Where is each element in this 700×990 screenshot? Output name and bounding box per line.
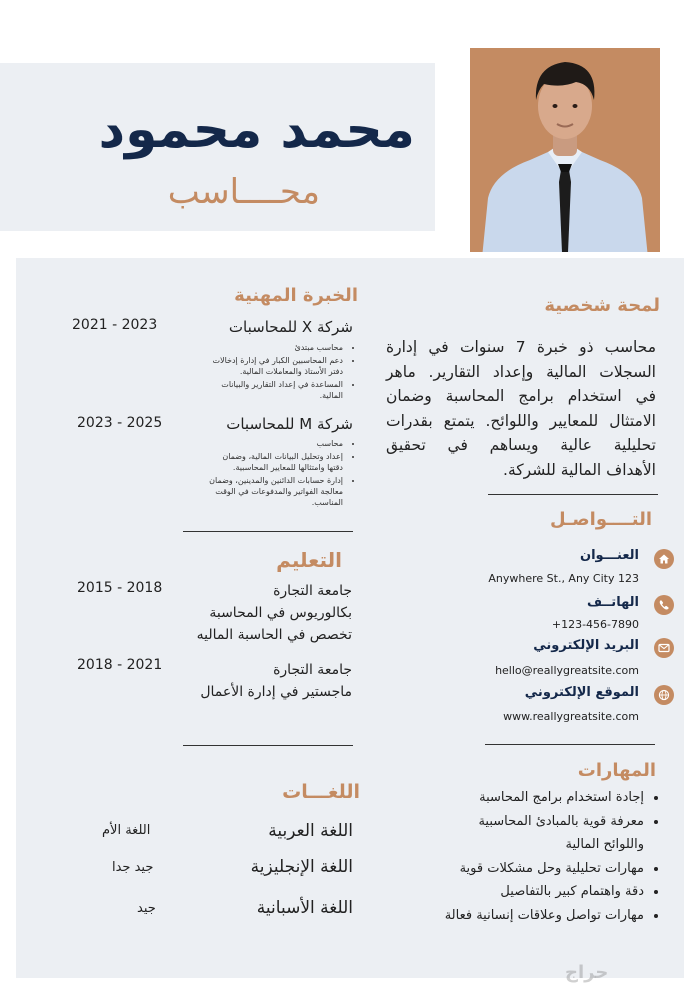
- profile-text: [386, 335, 656, 482]
- profile-line: الامتثال للمعايير واللوائح. يتمتع بقدرات: [386, 411, 656, 430]
- mail-icon: [654, 638, 674, 658]
- divider: [488, 494, 658, 495]
- job-bullet: • المساعدة في إعداد التقارير والبيانات المالية.: [205, 379, 343, 401]
- globe-icon: [654, 685, 674, 705]
- profile-photo: [470, 48, 660, 252]
- contact-label: الهاتــف: [586, 595, 639, 610]
- phone-value: +123-456-7890: [551, 618, 639, 631]
- person-name: محمد محمود: [98, 100, 415, 160]
- skills-heading: المهارات: [577, 760, 656, 781]
- skill-item: [382, 810, 644, 857]
- divider: [183, 745, 353, 746]
- education-heading: التعليم: [276, 548, 342, 572]
- skill-text: معرفة قوية بالمبادئ المحاسبية: [478, 813, 644, 829]
- degree-line: بكالوريوس في المحاسبة: [209, 605, 352, 621]
- profile-heading: لمحة شخصية: [544, 295, 660, 316]
- education-years: 2018 - 2015: [77, 580, 163, 596]
- degree-line: تخصص في الحاسبة الماليه: [196, 627, 352, 643]
- email-value: hello@reallygreatsite.com: [495, 664, 639, 677]
- profile-line: محاسب ذو خبرة 7 سنوات في إدارة: [386, 338, 656, 356]
- degree-line: ماجستير في إدارة الأعمال: [200, 684, 352, 700]
- skill-item: • مهارات تحليلية وحل مشكلات قوية: [382, 857, 644, 881]
- address-value: Anywhere St., Any City 123: [488, 572, 639, 585]
- contact-label: العنـــوان: [579, 548, 639, 563]
- language-name: اللغة العربية: [268, 821, 353, 841]
- job-bullet-list: [205, 342, 355, 401]
- skill-item: • مهارات تواصل وعلاقات إنسانية فعالة: [382, 904, 644, 928]
- experience-heading: الخبرة المهنية: [234, 285, 358, 306]
- company-name: شركة M للمحاسبات: [226, 415, 353, 433]
- job-bullets: [205, 438, 355, 510]
- job-bullet-list: [205, 438, 355, 508]
- skills-list: [382, 786, 662, 927]
- education-entry: [200, 659, 352, 703]
- phone-icon: [654, 595, 674, 615]
- profile-line: السجلات المالية وإعداد التقارير. ماهر: [386, 362, 656, 381]
- language-level: جيد: [137, 901, 156, 916]
- language-level: اللغة الأم: [102, 823, 151, 838]
- education-entry: [197, 580, 352, 646]
- job-bullet: • دعم المحاسبين الكبار في إدارة إدخالات دفتر الأستاذ والمعاملات المالية.: [205, 355, 343, 377]
- divider: [485, 744, 655, 745]
- contact-label: الموقع الإلكتروني: [524, 685, 639, 700]
- divider: [183, 531, 353, 532]
- profile-line: تحليلية عالية ويساهم في تحقيق: [386, 436, 656, 454]
- job-years: 2025 - 2023: [77, 415, 163, 431]
- job-years: 2023 - 2021: [72, 317, 158, 333]
- language-name: اللغة الأسبانية: [256, 898, 353, 918]
- skill-item: • إجادة استخدام برامج المحاسبة: [382, 786, 644, 810]
- contact-label: البريد الإلكتروني: [533, 638, 639, 653]
- job-bullet: • محاسب: [205, 438, 343, 449]
- profile-line: الأهداف المالية للشركة.: [503, 460, 656, 479]
- job-bullet: • إدارة حسابات الدائنين والمدينين، وضمان معالجة الفواتير والمدفوعات في الوقت المناسب.: [205, 475, 343, 508]
- profile-line: في استخدام برامج المحاسبة وضمان: [386, 387, 656, 405]
- company-name: شركة X للمحاسبات: [228, 318, 353, 336]
- contact-heading: التــــواصـل: [550, 509, 652, 530]
- skill-item: • دقة واهتمام كبير بالتفاصيل: [382, 880, 644, 904]
- skills-list-wrap: [382, 786, 662, 927]
- person-illustration: [470, 48, 660, 252]
- language-level: جيد جدا: [112, 860, 154, 875]
- languages-heading: اللغـــات: [282, 781, 360, 803]
- education-years: 2021 - 2018: [77, 657, 163, 673]
- job-bullets: [205, 342, 355, 403]
- skill-text-wrap: واللوائح المالية: [565, 837, 644, 852]
- school-name: جامعة التجارة: [273, 662, 352, 678]
- language-name: اللغة الإنجليزية: [250, 857, 353, 877]
- job-bullet: • محاسب مبتدئ: [205, 342, 343, 353]
- home-icon: [654, 549, 674, 569]
- website-value: www.reallygreatsite.com: [503, 710, 639, 723]
- job-bullet: • إعداد وتحليل البيانات المالية، وضمان دقتها وامتثالها للمعايير المحاسبية.: [205, 451, 343, 473]
- job-title: محــــاسب: [167, 172, 320, 212]
- school-name: جامعة التجارة: [273, 583, 352, 599]
- watermark: حراج: [565, 962, 609, 983]
